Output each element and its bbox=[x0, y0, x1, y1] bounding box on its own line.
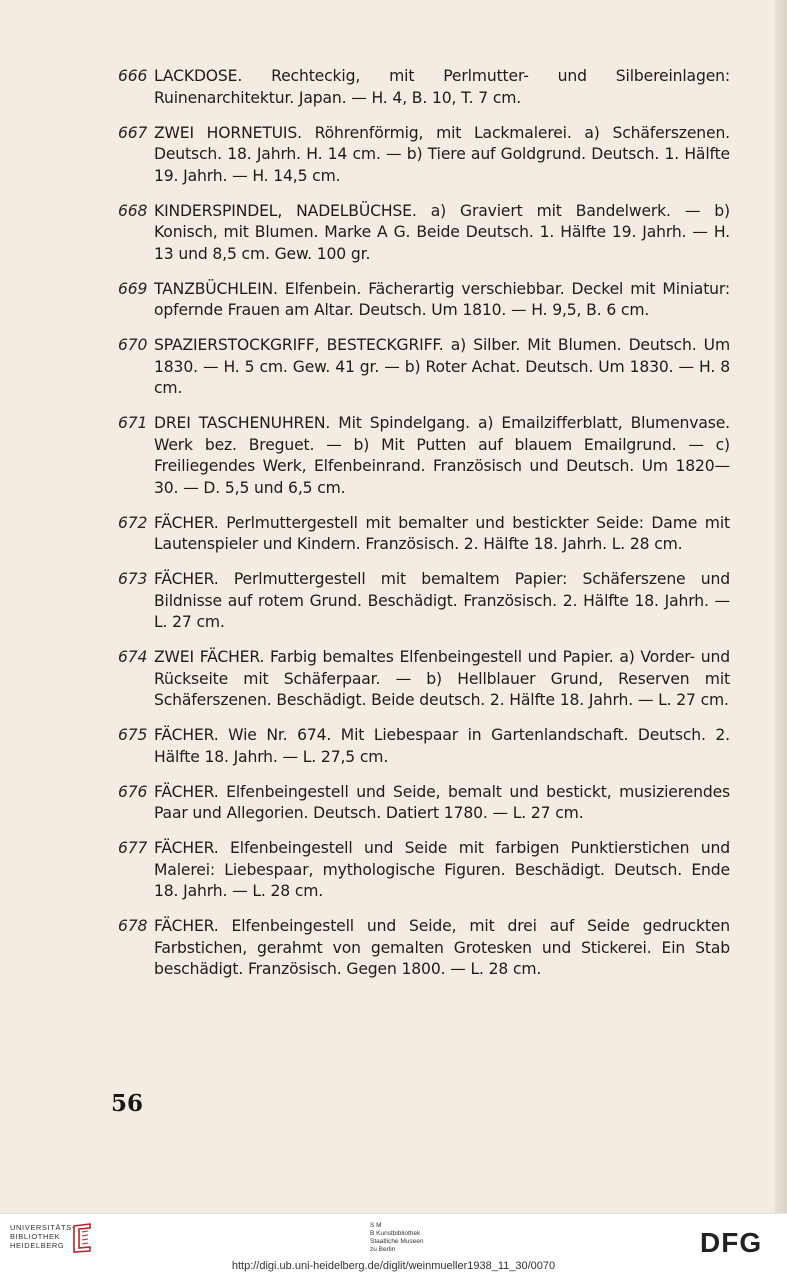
entry-text: SPAZIERSTOCKGRIFF, BESTECKGRIFF. a) Silber. Mit Blumen. Deutsch. Um 1830. — H. 5 cm. Gew. 41 gr. — b) Roter Achat. Deutsch. Um 1830. — H. 8 cm. bbox=[154, 336, 730, 397]
catalog-entry-668 bbox=[118, 201, 730, 266]
catalog-entry-672 bbox=[118, 513, 730, 556]
entry-text: FÄCHER. Perlmuttergestell mit bemaltem Papier: Schäferszene und Bildnisse auf rotem Grund. Beschädigt. Französisch. 2. Hälfte 18. Jahrh. — L. 27 cm. bbox=[154, 570, 730, 631]
catalog-entry-673 bbox=[118, 569, 730, 634]
entry-text: FÄCHER. Perlmuttergestell mit bemalter und bestickter Seide: Dame mit Lautenspieler und Kindern. Französisch. 2. Hälfte 18. Jahrh. L. 28 cm. bbox=[154, 513, 730, 553]
university-logo-line: BIBLIOTHEK bbox=[10, 1232, 61, 1241]
entry-number: 677 bbox=[118, 839, 148, 857]
entry-text: DREI TASCHENUHREN. Mit Spindelgang. a) Emailzifferblatt, Blumenvase. Werk bez. Breguet. — b) Mit Putten auf blauem Emailgrund. — c) Freiliegendes Werk, Elfenbeinrand. Französisch und Deutsch. Um 1820—30. — D. 5,5 und 6,5 cm. bbox=[154, 414, 730, 497]
catalog-entry-677 bbox=[118, 838, 730, 903]
dfg-logo[interactable]: DFG bbox=[700, 1227, 763, 1258]
catalog-entry-675 bbox=[118, 725, 730, 768]
kunstbibliothek-line: S M bbox=[370, 1222, 382, 1229]
page-edge bbox=[775, 0, 787, 1213]
kunstbibliothek-logo[interactable] bbox=[370, 1222, 423, 1254]
catalog-entry-676 bbox=[118, 782, 730, 825]
entry-number: 668 bbox=[118, 201, 148, 220]
university-library-logo[interactable] bbox=[10, 1223, 75, 1250]
entry-text: FÄCHER. Elfenbeingestell und Seide mit farbigen Punktierstichen und Malerei: Liebespaar, mythologische Figuren. Beschädigt. Deutsch. Ende 18. Jahrh. — L. 28 cm. bbox=[154, 839, 730, 900]
permalink-url[interactable]: http://digi.ub.uni-heidelberg.de/diglit/weinmueller1938_11_30/0070 bbox=[231, 1260, 556, 1272]
entry-number: 671 bbox=[118, 414, 148, 432]
catalog-entries bbox=[118, 66, 730, 994]
catalog-entry-669 bbox=[118, 279, 730, 322]
page-number: 56 bbox=[111, 1090, 144, 1117]
entry-number: 673 bbox=[118, 570, 148, 588]
entry-text: TANZBÜCHLEIN. Elfenbein. Fächerartig verschiebbar. Deckel mit Miniatur: opfernde Frauen am Altar. Deutsch. Um 1810. — H. 9,5, B. 6 cm. bbox=[154, 279, 730, 319]
viewer-footer bbox=[0, 1213, 787, 1273]
entry-number: 667 bbox=[118, 123, 148, 142]
entry-number: 675 bbox=[118, 726, 148, 744]
entry-number: 676 bbox=[118, 782, 148, 801]
catalog-entry-667 bbox=[118, 123, 730, 188]
entry-text: ZWEI HORNETUIS. Röhrenförmig, mit Lackmalerei. a) Schäferszenen. Deutsch. 18. Jahrh. H. 14 cm. — b) Tiere auf Goldgrund. Deutsch. 1. Hälfte 19. Jahrh. — H. 14,5 cm. bbox=[154, 123, 730, 185]
entry-text: FÄCHER. Elfenbeingestell und Seide, bemalt und bestickt, musizierendes Paar und Allegorien. Deutsch. Datiert 1780. — L. 27 cm. bbox=[154, 782, 730, 822]
entry-text: ZWEI FÄCHER. Farbig bemaltes Elfenbeingestell und Papier. a) Vorder- und Rückseite mit Schäferpaar. — b) Hellblauer Grund, Reserven mit Schäferszenen. Beschädigt. Beide deutsch. 2. Hälfte 18. Jahrh. — L. 27 cm. bbox=[154, 648, 730, 709]
entry-number: 678 bbox=[118, 917, 148, 935]
catalog-entry-666 bbox=[118, 66, 730, 109]
kunstbibliothek-line: Staatliche Museen bbox=[370, 1238, 424, 1245]
entry-number: 670 bbox=[118, 336, 148, 354]
catalog-entry-674 bbox=[118, 647, 730, 712]
entry-number: 666 bbox=[118, 67, 148, 85]
catalog-entry-671 bbox=[118, 413, 730, 499]
entry-text: FÄCHER. Elfenbeingestell und Seide, mit drei auf Seide gedruckten Farbstichen, gerahmt von gemalten Grotesken und Stickerei. Ein Stab beschädigt. Französisch. Gegen 1800. — L. 28 cm. bbox=[154, 917, 730, 978]
kunstbibliothek-line: zu Berlin bbox=[370, 1246, 396, 1253]
entry-text: KINDERSPINDEL, NADELBÜCHSE. a) Graviert mit Bandelwerk. — b) Konisch, mit Blumen. Marke A G. Beide Deutsch. 1. Hälfte 19. Jahrh. — H. 13 und 8,5 cm. Gew. 100 gr. bbox=[154, 201, 730, 263]
entry-text: LACKDOSE. Rechteckig, mit Perlmutter- und Silbereinlagen: Ruinenarchitektur. Japan. — H. 4, B. 10, T. 7 cm. bbox=[154, 67, 730, 107]
kunstbibliothek-line: B Kunstbibliothek bbox=[370, 1230, 421, 1237]
university-logo-line: UNIVERSITÄTS- bbox=[10, 1223, 75, 1232]
entry-number: 672 bbox=[118, 513, 148, 532]
catalog-entry-670 bbox=[118, 335, 730, 400]
entry-number: 669 bbox=[118, 279, 148, 298]
entry-number: 674 bbox=[118, 648, 148, 666]
university-seal-icon bbox=[70, 1222, 94, 1254]
catalog-entry-678 bbox=[118, 916, 730, 981]
entry-text: FÄCHER. Wie Nr. 674. Mit Liebespaar in Gartenlandschaft. Deutsch. 2. Hälfte 18. Jahrh. — L. 27,5 cm. bbox=[154, 726, 730, 766]
university-logo-line: HEIDELBERG bbox=[10, 1241, 65, 1250]
